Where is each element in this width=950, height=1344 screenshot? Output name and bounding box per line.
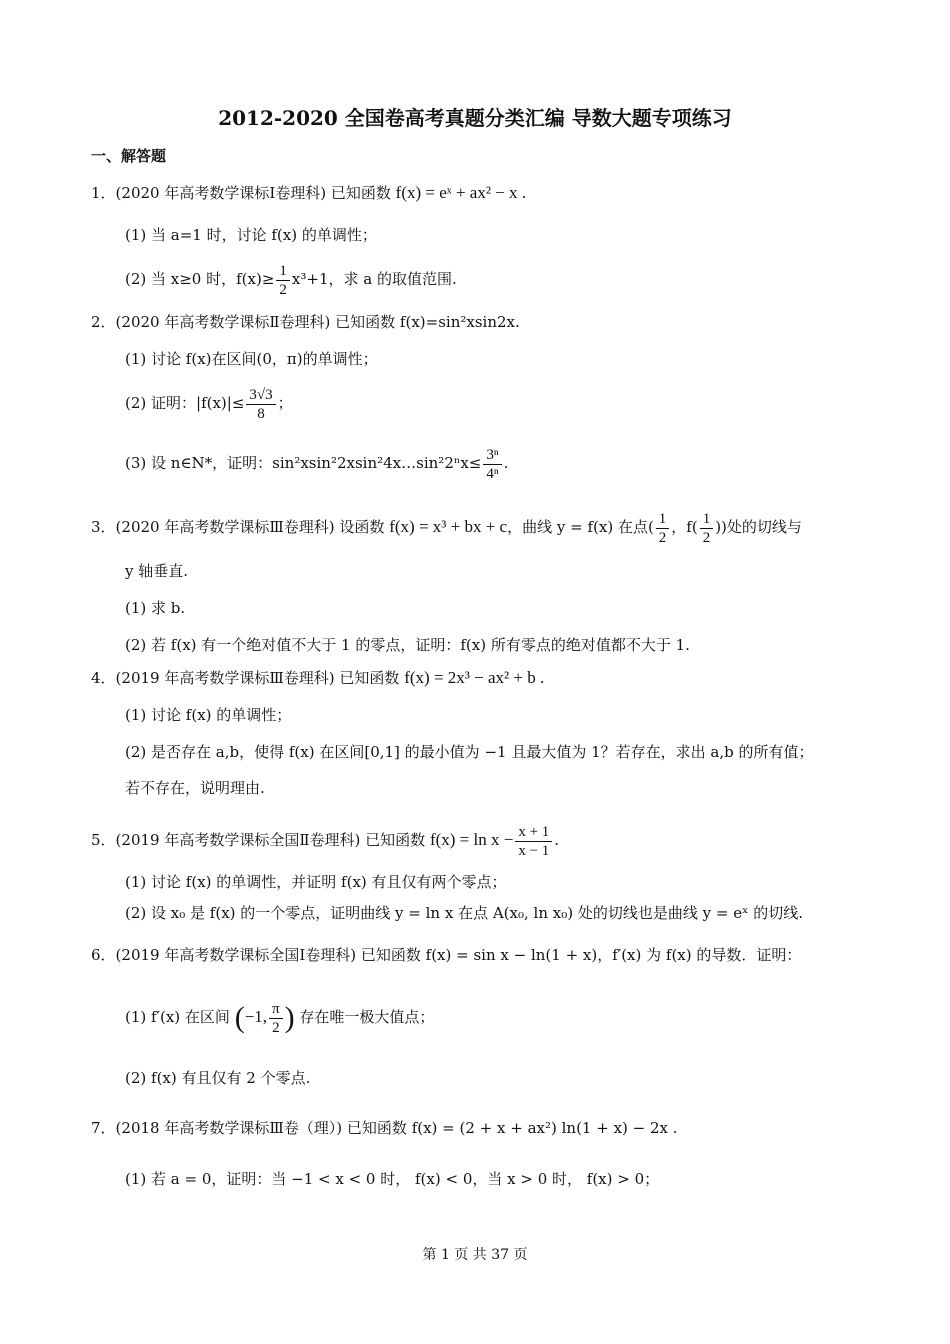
question-5-stem bbox=[91, 820, 559, 860]
q4-part-1: (1) 讨论 f(x) 的单调性； bbox=[125, 706, 292, 724]
section-heading: 一、解答题 bbox=[91, 147, 167, 165]
q1-formula: f(x) = eˣ + ax² − x . bbox=[395, 183, 527, 202]
q4-stem-text: 4．(2019 年高考数学课标Ⅲ卷理科) 已知函数 bbox=[91, 669, 400, 687]
q2-p3-text-b: . bbox=[503, 454, 509, 472]
q3-half-2-num: 1 bbox=[700, 510, 714, 529]
q2-p2-num: 3√3 bbox=[246, 386, 275, 405]
q3-part-2: (2) 若 f(x) 有一个绝对值不大于 1 的零点，证明：f(x) 所有零点的绝对值都不大于 1. bbox=[125, 636, 690, 654]
q5-formula-b: . bbox=[554, 831, 560, 849]
q5-part-2: (2) 设 x₀ 是 f(x) 的一个零点，证明曲线 y = ln x 在点 A(x₀, ln x₀) 处的切线也是曲线 y = eˣ 的切线. bbox=[125, 904, 803, 922]
q5-formula-a: f(x) = ln x − bbox=[429, 830, 514, 849]
q1-fraction bbox=[276, 262, 290, 299]
q4-part-2-continued: 若不存在，说明理由. bbox=[125, 779, 265, 797]
q2-p3-num: 3ⁿ bbox=[483, 446, 501, 465]
q1-frac-den: 2 bbox=[279, 281, 287, 298]
q3-stem-b: ，曲线 y = f(x) 在点( bbox=[507, 518, 654, 536]
q2-p3-fraction bbox=[483, 446, 501, 483]
q3-half-2-den: 2 bbox=[702, 529, 711, 546]
q3-half-2 bbox=[700, 510, 714, 547]
q6-pi: π bbox=[269, 1000, 283, 1019]
q5-fraction bbox=[515, 823, 552, 860]
q3-stem-a: 3．(2020 年高考数学课标Ⅲ卷理科) 设函数 bbox=[91, 518, 385, 536]
q6-pi-over-2 bbox=[269, 1000, 283, 1037]
question-6-stem: 6．(2019 年高考数学课标全国Ⅰ卷理科) 已知函数 f(x) = sin x − ln(1 + x)，f′(x) 为 f(x) 的导数．证明： bbox=[91, 946, 802, 964]
q2-part-3 bbox=[125, 443, 508, 483]
q6-p1-text-a: (1) f′(x) 在区间 bbox=[125, 1008, 230, 1026]
q3-half-1-num: 1 bbox=[656, 510, 670, 529]
page-title: 2012-2020 全国卷高考真题分类汇编 导数大题专项练习 bbox=[218, 106, 732, 130]
q1-part-2 bbox=[125, 259, 457, 299]
q5-frac-den: x − 1 bbox=[518, 842, 550, 859]
q5-stem-text: 5．(2019 年高考数学课标全国Ⅱ卷理科) 已知函数 bbox=[91, 831, 426, 849]
question-2-stem: 2．(2020 年高考数学课标Ⅱ卷理科) 已知函数 f(x)=sin²xsin2x. bbox=[91, 313, 520, 331]
q2-p2-fraction bbox=[246, 386, 275, 423]
question-3-stem bbox=[91, 507, 802, 547]
q6-part-1 bbox=[125, 995, 434, 1040]
q1-stem-text: 1．(2020 年高考数学课标Ⅰ卷理科) 已知函数 bbox=[91, 184, 391, 202]
question-4-stem bbox=[91, 667, 544, 689]
q2-p2-text-a: (2) 证明：|f(x)|≤ bbox=[125, 394, 245, 412]
q4-formula: f(x) = 2x³ − ax² + b . bbox=[404, 668, 545, 687]
q5-frac-num: x + 1 bbox=[515, 823, 552, 842]
q6-part-2: (2) f(x) 有且仅有 2 个零点. bbox=[125, 1069, 311, 1087]
q3-stem-c: ，f( bbox=[671, 518, 698, 536]
page-footer: 第 1 页 共 37 页 bbox=[422, 1247, 528, 1263]
q3-formula: f(x) = x³ + bx + c bbox=[389, 517, 508, 536]
q2-part-1: (1) 讨论 f(x)在区间(0，π)的单调性； bbox=[125, 350, 378, 368]
q1-part-1: (1) 当 a=1 时，讨论 f(x) 的单调性； bbox=[125, 226, 377, 244]
q6-interval-left: −1, bbox=[244, 1007, 268, 1026]
q2-p3-den: 4ⁿ bbox=[486, 465, 499, 482]
q5-part-1: (1) 讨论 f(x) 的单调性，并证明 f(x) 有且仅有两个零点； bbox=[125, 873, 507, 891]
question-7-stem: 7．(2018 年高考数学课标Ⅲ卷（理）) 已知函数 f(x) = (2 + x + ax²) ln(1 + x) − 2x . bbox=[91, 1119, 678, 1137]
q3-stem-line-2: y 轴垂直. bbox=[125, 562, 189, 580]
q6-two: 2 bbox=[272, 1019, 280, 1036]
q3-half-1-den: 2 bbox=[658, 529, 667, 546]
q1-frac-num: 1 bbox=[276, 262, 290, 281]
q4-part-2: (2) 是否存在 a,b，使得 f(x) 在区间[0,1] 的最小值为 −1 且最大值为 1？若存在，求出 a,b 的所有值； bbox=[125, 743, 814, 761]
q6-p1-text-c: 存在唯一极大值点； bbox=[299, 1008, 435, 1026]
q1-p2-text-a: (2) 当 x≥0 时，f(x)≥ bbox=[125, 270, 275, 288]
q2-part-2 bbox=[125, 383, 293, 423]
q2-p2-den: 8 bbox=[257, 405, 265, 422]
q6-right-paren: ) bbox=[284, 1001, 295, 1034]
q3-stem-d: ))处的切线与 bbox=[715, 518, 802, 536]
q7-part-1: (1) 若 a = 0，证明：当 −1 < x < 0 时， f(x) < 0，当 x > 0 时， f(x) > 0； bbox=[125, 1170, 660, 1188]
q2-p2-text-b: ； bbox=[277, 394, 293, 412]
q3-part-1: (1) 求 b. bbox=[125, 599, 186, 617]
q3-half-1 bbox=[656, 510, 670, 547]
q6-left-paren: ( bbox=[234, 1001, 245, 1034]
q1-p2-text-b: x³+1，求 a 的取值范围. bbox=[291, 270, 457, 288]
question-1-stem bbox=[91, 182, 526, 204]
q2-p3-text-a: (3) 设 n∈N*，证明：sin²xsin²2xsin²4x…sin²2ⁿx≤ bbox=[125, 454, 482, 472]
